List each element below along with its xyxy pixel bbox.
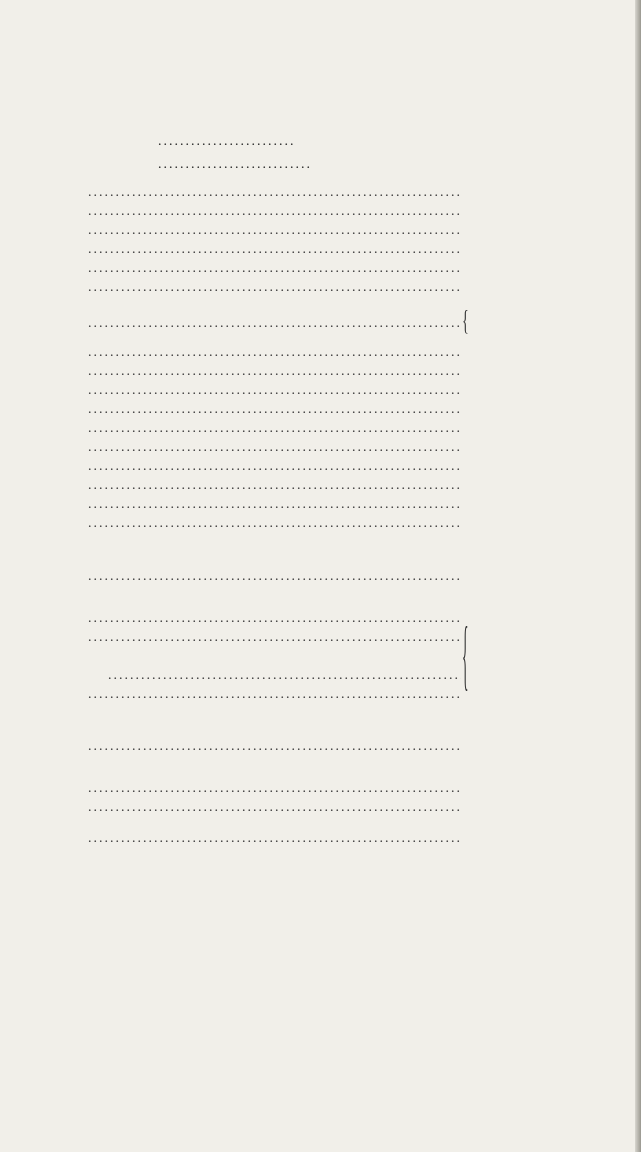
chair-row bbox=[88, 476, 461, 496]
chair-row bbox=[88, 400, 461, 420]
chair-row bbox=[88, 829, 461, 849]
chair-row bbox=[88, 278, 461, 298]
chair-row bbox=[88, 314, 461, 334]
chair-row bbox=[88, 514, 461, 534]
chair-row bbox=[88, 567, 461, 587]
chair-row bbox=[88, 457, 461, 477]
chair-row bbox=[88, 438, 461, 458]
chair-row bbox=[88, 419, 461, 439]
chair-row bbox=[88, 779, 461, 799]
chair-row bbox=[88, 798, 461, 818]
chair-row bbox=[88, 685, 461, 705]
chair-row bbox=[88, 362, 461, 382]
brace: { bbox=[462, 613, 469, 699]
page-edge-shadow bbox=[635, 0, 641, 1152]
chair-row bbox=[88, 737, 461, 757]
chair-row bbox=[88, 381, 461, 401]
chair-row bbox=[88, 183, 461, 203]
doyen-row: ......................... bbox=[158, 134, 296, 149]
chair-row bbox=[88, 609, 461, 629]
chair-row bbox=[88, 628, 461, 648]
chair-row bbox=[88, 202, 461, 222]
chair-row bbox=[88, 240, 461, 260]
chair-row bbox=[88, 343, 461, 363]
chair-row-continuation bbox=[108, 666, 461, 686]
chair-row bbox=[88, 221, 461, 241]
chair-row bbox=[88, 495, 461, 515]
chair-row bbox=[88, 259, 461, 279]
brace: { bbox=[462, 306, 469, 337]
professeurs-row: ............................ bbox=[158, 157, 312, 172]
